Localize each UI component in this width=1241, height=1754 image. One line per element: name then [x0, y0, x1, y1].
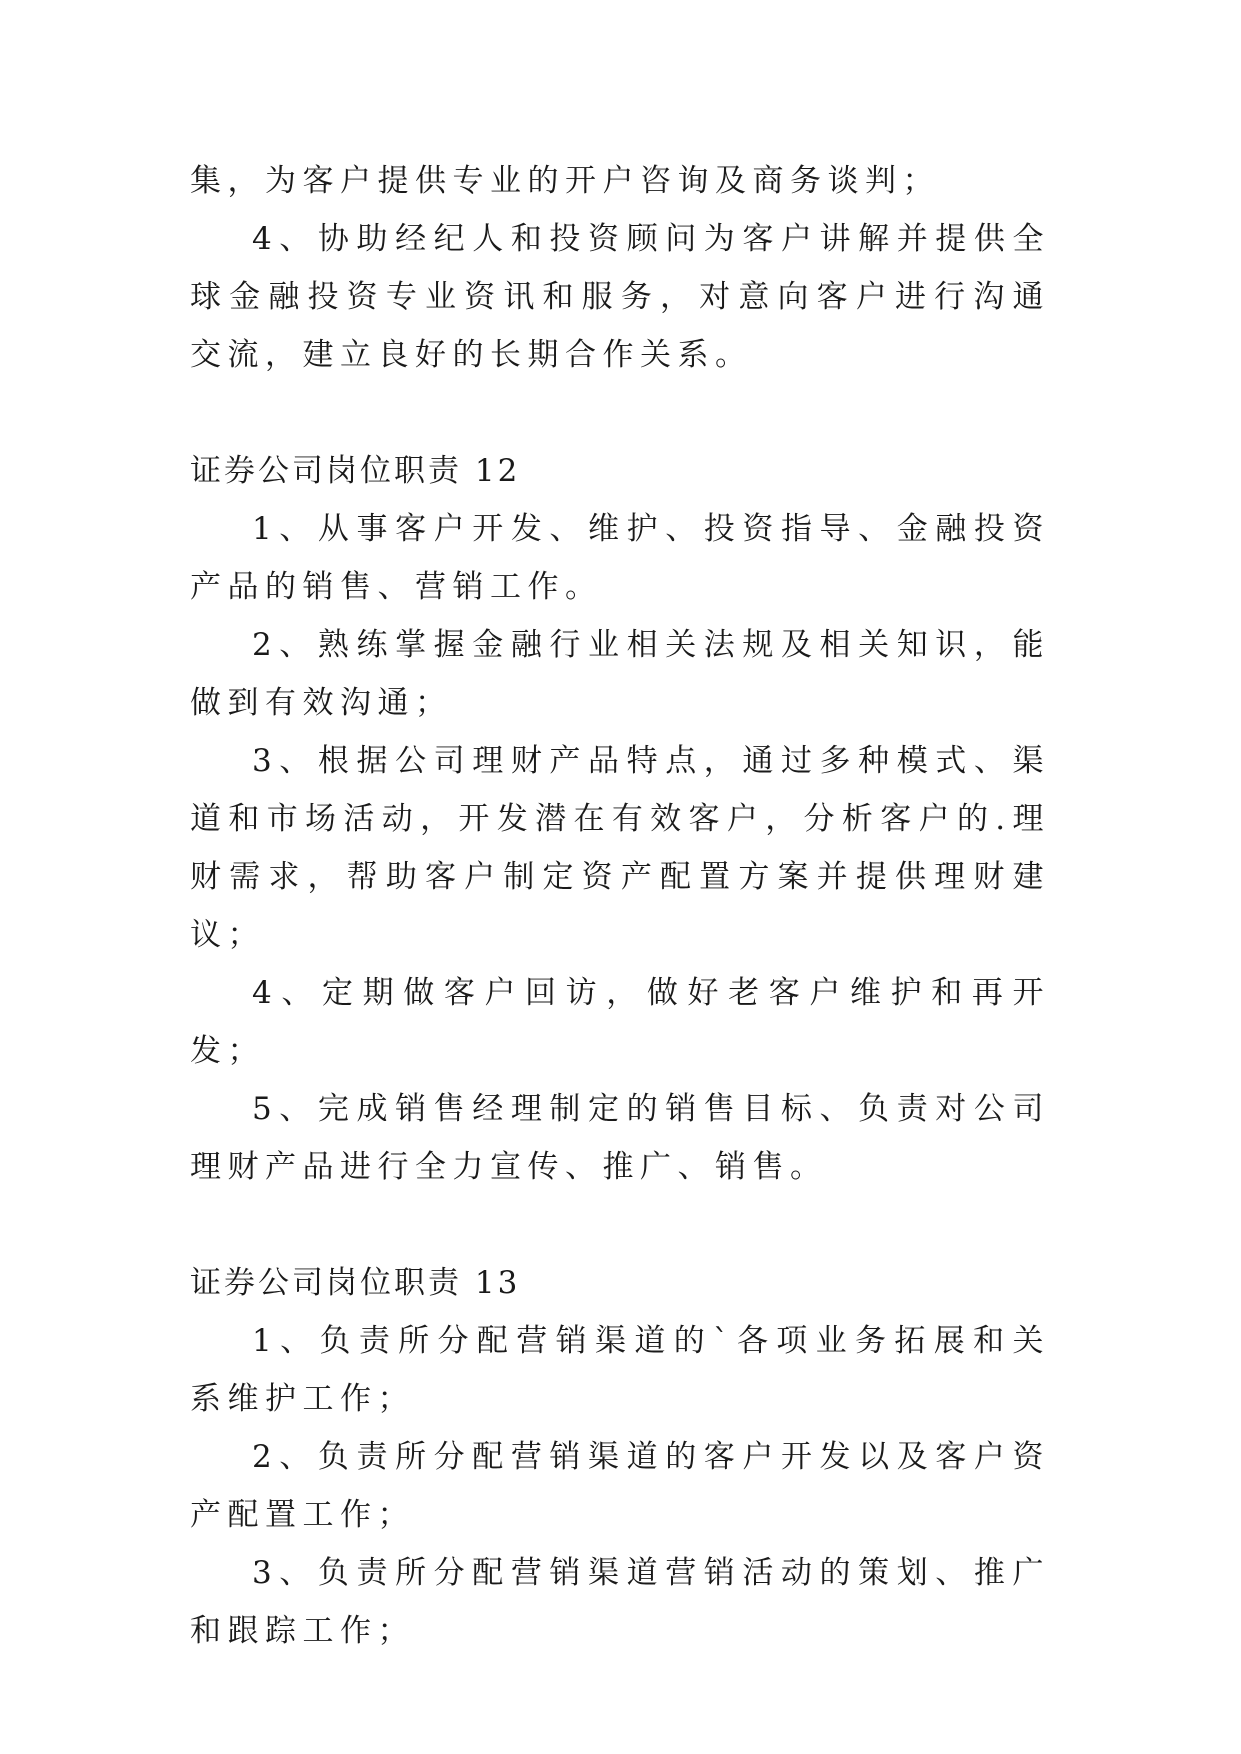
duty-item: 2、负责所分配营销渠道的客户开发以及客户资产配置工作； [190, 1439, 1050, 1533]
paragraph-continuation: 集，为客户提供专业的开户咨询及商务谈判； [190, 163, 940, 199]
duty-item: 4、定期做客户回访，做好老客户维护和再开发； [190, 975, 1050, 1069]
duty-item: 4、协助经纪人和投资顾问为客户讲解并提供全球金融投资专业资讯和服务，对意向客户进行沟通交流，建立良好的长期合作关系。 [190, 221, 1050, 373]
duty-item: 5、完成销售经理制定的销售目标、负责对公司理财产品进行全力宣传、推广、销售。 [190, 1091, 1050, 1185]
section-heading-12: 证券公司岗位职责 12 [190, 453, 521, 489]
document-body [190, 152, 1050, 1660]
duty-item: 2、熟练掌握金融行业相关法规及相关知识，能做到有效沟通； [190, 627, 1050, 721]
duty-item: 1、从事客户开发、维护、投资指导、金融投资产品的销售、营销工作。 [190, 511, 1050, 605]
section-heading-13: 证券公司岗位职责 13 [190, 1265, 521, 1301]
duty-item: 1、负责所分配营销渠道的`各项业务拓展和关系维护工作； [190, 1323, 1050, 1417]
duty-item: 3、负责所分配营销渠道营销活动的策划、推广和跟踪工作； [190, 1555, 1050, 1649]
duty-item: 3、根据公司理财产品特点，通过多种模式、渠道和市场活动，开发潜在有效客户，分析客户的.理财需求，帮助客户制定资产配置方案并提供理财建议； [190, 743, 1050, 953]
